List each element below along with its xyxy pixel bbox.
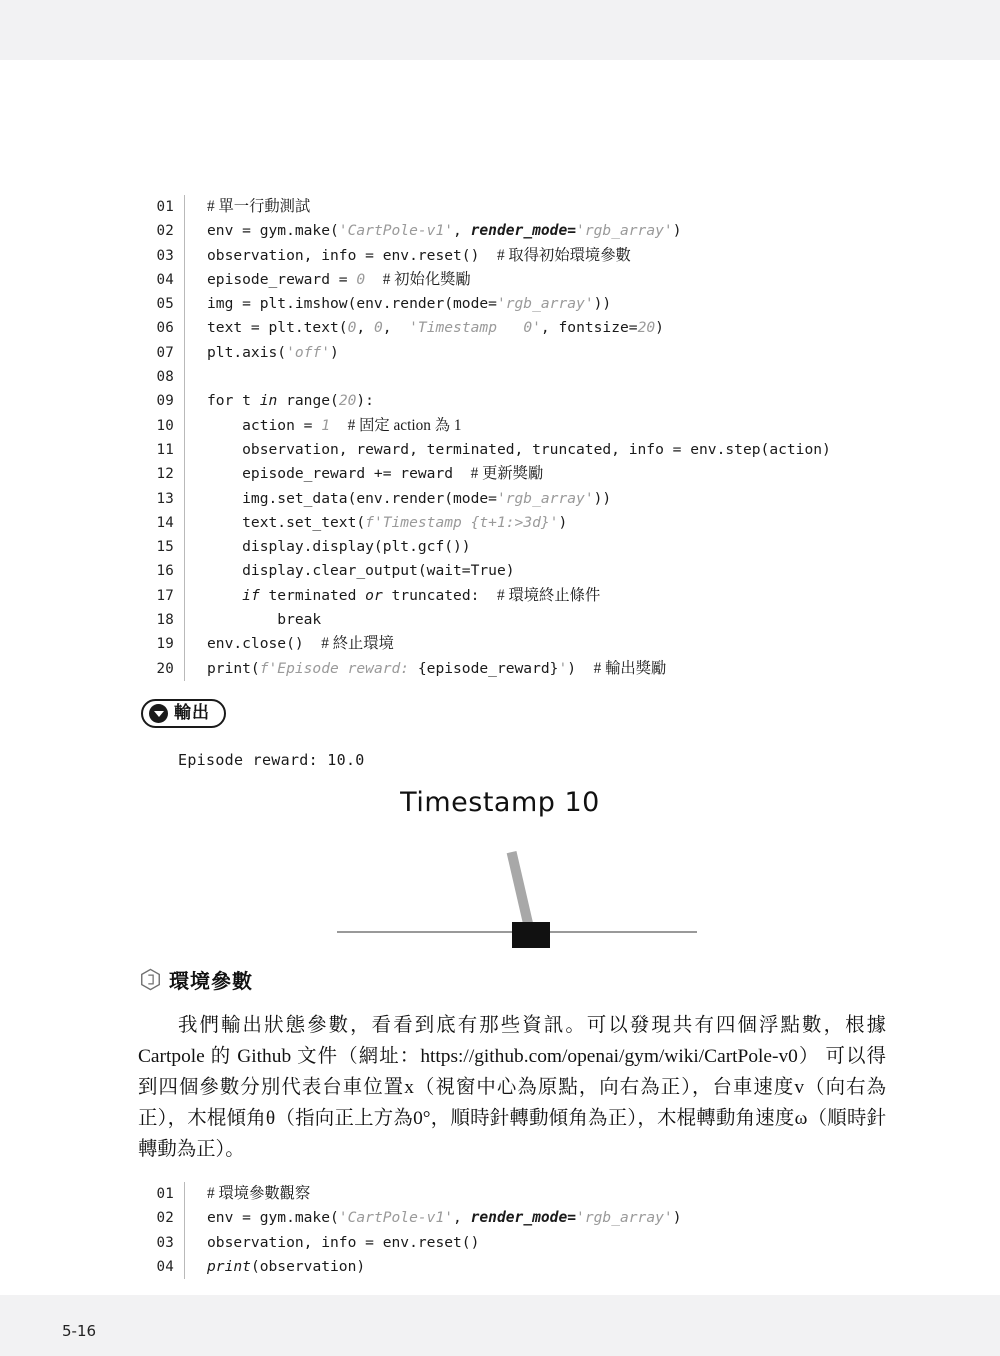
code-line-number: 01 bbox=[156, 199, 174, 215]
code-line-text: env.close() # 終止環境 bbox=[207, 635, 394, 653]
code-line bbox=[140, 1231, 900, 1255]
code-line-text: img = plt.imshow(env.render(mode='rgb_array')) bbox=[207, 295, 612, 313]
code-line-text: display.display(plt.gcf()) bbox=[207, 538, 471, 556]
code-line-number: 14 bbox=[156, 514, 174, 531]
code-line-text: # 環境參數觀察 bbox=[207, 1185, 311, 1202]
code-line-number: 19 bbox=[156, 636, 174, 653]
code-line bbox=[140, 1182, 900, 1206]
code-line-number: 10 bbox=[156, 417, 174, 434]
code-line bbox=[140, 414, 900, 438]
code-line-number: 13 bbox=[156, 490, 174, 507]
code-line bbox=[140, 584, 900, 608]
code-line-number: 11 bbox=[156, 441, 174, 458]
code-line-number: 07 bbox=[156, 344, 174, 361]
code-line-number: 16 bbox=[156, 563, 174, 580]
code-line bbox=[140, 559, 900, 583]
code-line-text: episode_reward += reward # 更新獎勵 bbox=[207, 465, 544, 483]
code-line bbox=[140, 268, 900, 292]
code-line-text: display.clear_output(wait=True) bbox=[207, 562, 515, 580]
code-line bbox=[140, 316, 900, 340]
page-number: 5-16 bbox=[62, 1322, 97, 1340]
section-heading bbox=[140, 965, 253, 994]
code-line bbox=[140, 219, 900, 243]
code-line-number: 08 bbox=[156, 369, 174, 386]
code-line-text: # 單一行動測試 bbox=[207, 198, 311, 215]
code-line-text: observation, info = env.reset() bbox=[207, 1233, 480, 1251]
code-line bbox=[140, 292, 900, 316]
code-line bbox=[140, 1206, 900, 1230]
code-line-number: 02 bbox=[156, 223, 174, 240]
code-line-number: 17 bbox=[156, 587, 174, 604]
code-line bbox=[140, 341, 900, 365]
code-line-text: observation, info = env.reset() # 取得初始環境參數 bbox=[207, 246, 631, 264]
code-line-number: 04 bbox=[156, 271, 174, 288]
cartpole-figure bbox=[300, 840, 740, 955]
code-line-number: 03 bbox=[156, 1234, 174, 1251]
code-line bbox=[140, 657, 900, 681]
code-line-text: if terminated or truncated: # 環境終止條件 bbox=[242, 586, 601, 604]
hexagon-icon bbox=[140, 968, 161, 991]
bottom-margin-band bbox=[0, 1295, 1000, 1356]
code-line bbox=[140, 365, 900, 389]
figure-title: Timestamp 10 bbox=[400, 787, 600, 818]
code-line bbox=[140, 462, 900, 486]
code-line bbox=[140, 632, 900, 656]
code-line-text: env = gym.make('CartPole-v1', render_mode='rgb_array') bbox=[207, 1209, 682, 1227]
code-line-text: env = gym.make('CartPole-v1', render_mode='rgb_array') bbox=[207, 222, 682, 240]
code-line bbox=[140, 244, 900, 268]
section-paragraph: 我們輸出狀態參數，看看到底有那些資訊。可以發現共有四個浮點數，根據 Cartpole 的 Github 文件（網址：https://github.com/openai/gym/wiki/CartPole-v0） 可以得到四個參數分別代表台車位置x（視窗中心為原點，向右為正），台車速度v（向右為正），木棍傾角θ（指向正上方為0°，順時針轉動傾角為正），木棍轉動角速度ω（順時針轉動為正）。 bbox=[138, 1015, 886, 1160]
code-line-text: img.set_data(env.render(mode='rgb_array')) bbox=[207, 489, 612, 507]
top-margin-band bbox=[0, 0, 1000, 60]
code-line-text: action = 1 # 固定 action 為 1 bbox=[207, 416, 462, 434]
code-line-text: break bbox=[207, 611, 322, 629]
code-line-text: for t in range(20): bbox=[207, 392, 374, 410]
code-line bbox=[140, 511, 900, 535]
code-line-text: plt.axis('off') bbox=[207, 343, 339, 361]
code-line bbox=[140, 487, 900, 511]
code-line bbox=[140, 1255, 900, 1279]
code-line-text: episode_reward = 0 # 初始化獎勵 bbox=[207, 270, 471, 288]
document-page bbox=[0, 60, 1000, 1340]
code-line-number: 20 bbox=[156, 660, 174, 677]
cart-body bbox=[512, 922, 550, 948]
code-line-number: 03 bbox=[156, 247, 174, 264]
gutter-rule bbox=[184, 365, 185, 389]
code-line-number: 04 bbox=[156, 1258, 174, 1275]
code-line bbox=[140, 389, 900, 413]
code-block-secondary bbox=[140, 1182, 900, 1279]
code-line bbox=[140, 195, 900, 219]
code-line-number: 01 bbox=[156, 1186, 174, 1202]
code-line-text: print(f'Episode reward: {episode_reward}') # 輸出獎勵 bbox=[207, 659, 667, 677]
section-title: 環境參數 bbox=[169, 969, 253, 993]
code-line-number: 09 bbox=[156, 393, 174, 410]
code-line-number: 12 bbox=[156, 466, 174, 483]
code-line-text: text = plt.text(0, 0, 'Timestamp 0', fontsize=20) bbox=[207, 319, 664, 337]
code-line-number: 15 bbox=[156, 539, 174, 556]
code-line-number: 06 bbox=[156, 320, 174, 337]
code-line bbox=[140, 438, 900, 462]
code-line bbox=[140, 535, 900, 559]
code-line-text: observation, reward, terminated, truncated, info = env.step(action) bbox=[207, 440, 831, 458]
code-line-number: 18 bbox=[156, 612, 174, 629]
output-badge-label: 輸出 bbox=[174, 703, 210, 723]
triangle-down-icon bbox=[149, 704, 168, 723]
cartpole-svg bbox=[300, 840, 740, 955]
code-line-text: print(observation) bbox=[207, 1257, 366, 1275]
code-line-number: 05 bbox=[156, 296, 174, 313]
code-line-number: 02 bbox=[156, 1210, 174, 1227]
code-line-text: text.set_text(f'Timestamp {t+1:>3d}') bbox=[207, 513, 568, 531]
output-badge bbox=[141, 699, 226, 728]
code-block-main bbox=[140, 195, 900, 681]
code-line bbox=[140, 608, 900, 632]
console-output-text: Episode reward: 10.0 bbox=[178, 751, 365, 769]
